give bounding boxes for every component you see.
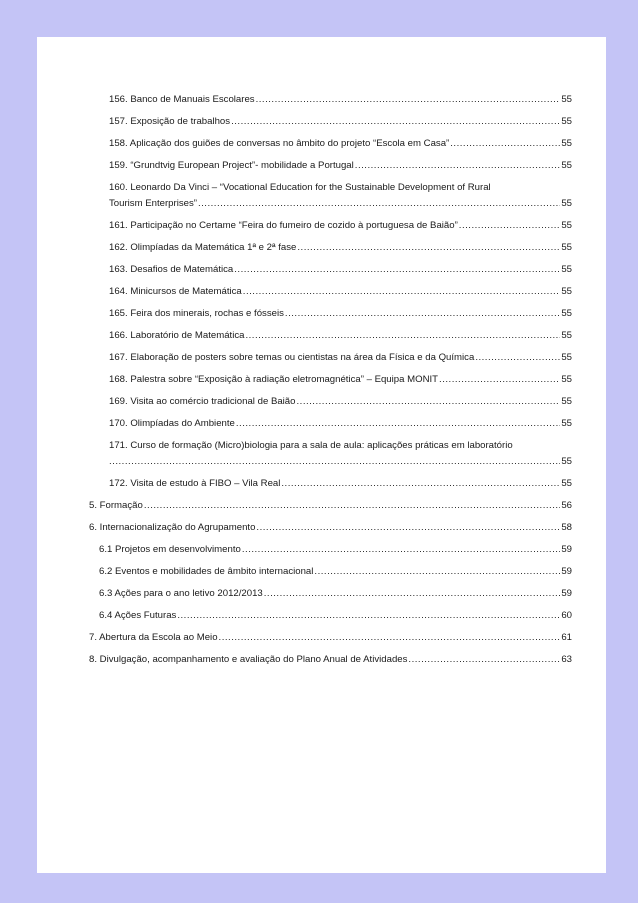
toc-page-number: 55 — [561, 138, 572, 149]
toc-leader-dots — [281, 478, 560, 490]
toc-leader-dots — [234, 264, 560, 276]
toc-leader-dots — [355, 160, 561, 172]
toc-entry-159[interactable] — [109, 160, 572, 172]
toc-entry-157[interactable] — [109, 116, 572, 128]
toc-page-number: 55 — [561, 264, 572, 275]
toc-page-number: 55 — [561, 242, 572, 253]
document-page — [37, 37, 606, 873]
toc-entry-6-4[interactable] — [99, 610, 572, 622]
toc-entry-title: 159. “Grundtvig European Project”- mobilidade a Portugal — [109, 160, 354, 171]
toc-leader-dots — [236, 418, 560, 430]
toc-entry-title-line1: 171. Curso de formação (Micro)biologia para a sala de aula: aplicações práticas em laboratório — [109, 440, 513, 451]
toc-leader-dots — [439, 374, 560, 386]
toc-page-number: 55 — [561, 160, 572, 171]
toc-entry-title: 162. Olimpíadas da Matemática 1ª e 2ª fase — [109, 242, 297, 253]
toc-entry-title: 6.4 Ações Futuras — [99, 610, 177, 621]
toc-page-number: 55 — [561, 220, 572, 231]
toc-page-number: 55 — [561, 198, 572, 209]
toc-leader-dots — [475, 352, 560, 364]
toc-page-number: 55 — [561, 418, 572, 429]
toc-entry-170[interactable] — [109, 418, 572, 430]
toc-page-number: 55 — [561, 286, 572, 297]
toc-leader-dots — [144, 500, 560, 512]
toc-entry-158[interactable] — [109, 138, 572, 150]
toc-entry-title: 161. Participação no Certame “Feira do fumeiro de cozido à portuguesa de Baião” — [109, 220, 458, 231]
toc-leader-dots — [314, 566, 560, 578]
toc-entry-title-line1: 160. Leonardo Da Vinci – “Vocational Education for the Sustainable Development of Rural — [109, 182, 491, 193]
toc-entry-166[interactable] — [109, 330, 572, 342]
toc-page-number: 63 — [561, 654, 572, 665]
toc-entry-156[interactable] — [109, 94, 572, 106]
toc-entry-6-3[interactable] — [99, 588, 572, 600]
toc-page-number: 56 — [561, 500, 572, 511]
toc-leader-dots — [242, 544, 560, 556]
toc-entry-160[interactable] — [109, 182, 572, 210]
toc-entry-formacao[interactable] — [89, 500, 572, 512]
toc-leader-dots — [450, 138, 560, 150]
toc-entry-title: 6.3 Ações para o ano letivo 2012/2013 — [99, 588, 263, 599]
toc-page-number: 55 — [561, 116, 572, 127]
toc-leader-dots — [243, 286, 561, 298]
toc-entry-title: 168. Palestra sobre “Exposição à radiação eletromagnética” – Equipa MONIT — [109, 374, 439, 385]
toc-entry-title: 165. Feira dos minerais, rochas e fósseis — [109, 308, 284, 319]
toc-entry-divulgacao[interactable] — [89, 654, 572, 666]
toc-entry-162[interactable] — [109, 242, 572, 254]
toc-page-number: 55 — [561, 352, 572, 363]
toc-entry-title: 169. Visita ao comércio tradicional de Baião — [109, 396, 296, 407]
toc-entry-title: 156. Banco de Manuais Escolares — [109, 94, 255, 105]
toc-page-number: 55 — [561, 396, 572, 407]
toc-leader-dots — [198, 198, 560, 210]
toc-leader-dots — [296, 396, 560, 408]
toc-entry-title: 158. Aplicação dos guiões de conversas no âmbito do projeto “Escola em Casa” — [109, 138, 450, 149]
toc-entry-internacionalizacao[interactable] — [89, 522, 572, 534]
toc-entry-title: 166. Laboratório de Matemática — [109, 330, 245, 341]
toc-entry-title: 5. Formação — [89, 500, 143, 511]
toc-leader-dots — [285, 308, 560, 320]
toc-page-number: 59 — [561, 566, 572, 577]
toc-entry-165[interactable] — [109, 308, 572, 320]
toc-entry-title: Tourism Enterprises” — [109, 198, 197, 209]
toc-entry-6-1[interactable] — [99, 544, 572, 556]
toc-entry-164[interactable] — [109, 286, 572, 298]
toc-entry-title: 7. Abertura da Escola ao Meio — [89, 632, 218, 643]
toc-leader-dots — [256, 94, 561, 106]
toc-page-number: 60 — [561, 610, 572, 621]
toc-entry-161[interactable] — [109, 220, 572, 232]
toc-page-number: 55 — [561, 94, 572, 105]
toc-leader-dots — [256, 522, 560, 534]
toc-entry-title: 167. Elaboração de posters sobre temas ou cientistas na área da Física e da Química — [109, 352, 475, 363]
toc-entry-168[interactable] — [109, 374, 572, 386]
toc-leader-dots — [245, 330, 560, 342]
toc-leader-dots — [264, 588, 561, 600]
toc-entry-title: 170. Olimpíadas do Ambiente — [109, 418, 235, 429]
toc-entry-171[interactable] — [109, 440, 572, 468]
toc-leader-dots — [408, 654, 560, 666]
toc-leader-dots — [109, 456, 560, 468]
toc-entry-title: 6.1 Projetos em desenvolvimento — [99, 544, 241, 555]
toc-entry-title: 6.2 Eventos e mobilidades de âmbito internacional — [99, 566, 314, 577]
toc-entry-title: 157. Exposição de trabalhos — [109, 116, 231, 127]
toc-page-number: 55 — [561, 308, 572, 319]
toc-page-number: 58 — [561, 522, 572, 533]
toc-entry-169[interactable] — [109, 396, 572, 408]
toc-entry-title: 164. Minicursos de Matemática — [109, 286, 242, 297]
toc-leader-dots — [459, 220, 561, 232]
toc-page-number: 59 — [561, 544, 572, 555]
toc-page-number: 55 — [561, 456, 572, 467]
toc-entry-172[interactable] — [109, 478, 572, 490]
toc-page-number: 55 — [561, 478, 572, 489]
toc-page-number: 55 — [561, 330, 572, 341]
toc-page-number: 61 — [561, 632, 572, 643]
toc-leader-dots — [231, 116, 560, 128]
toc-leader-dots — [219, 632, 561, 644]
toc-entry-abertura[interactable] — [89, 632, 572, 644]
toc-entry-title: 172. Visita de estudo à FIBO – Vila Real — [109, 478, 281, 489]
toc-entry-163[interactable] — [109, 264, 572, 276]
toc-page-number: 55 — [561, 374, 572, 385]
toc-entry-title: 6. Internacionalização do Agrupamento — [89, 522, 256, 533]
toc-page-number: 59 — [561, 588, 572, 599]
toc-leader-dots — [177, 610, 560, 622]
toc-entry-title: 163. Desafios de Matemática — [109, 264, 234, 275]
toc-entry-6-2[interactable] — [99, 566, 572, 578]
toc-entry-167[interactable] — [109, 352, 572, 364]
toc-leader-dots — [297, 242, 560, 254]
toc-entry-title: 8. Divulgação, acompanhamento e avaliação do Plano Anual de Atividades — [89, 654, 408, 665]
